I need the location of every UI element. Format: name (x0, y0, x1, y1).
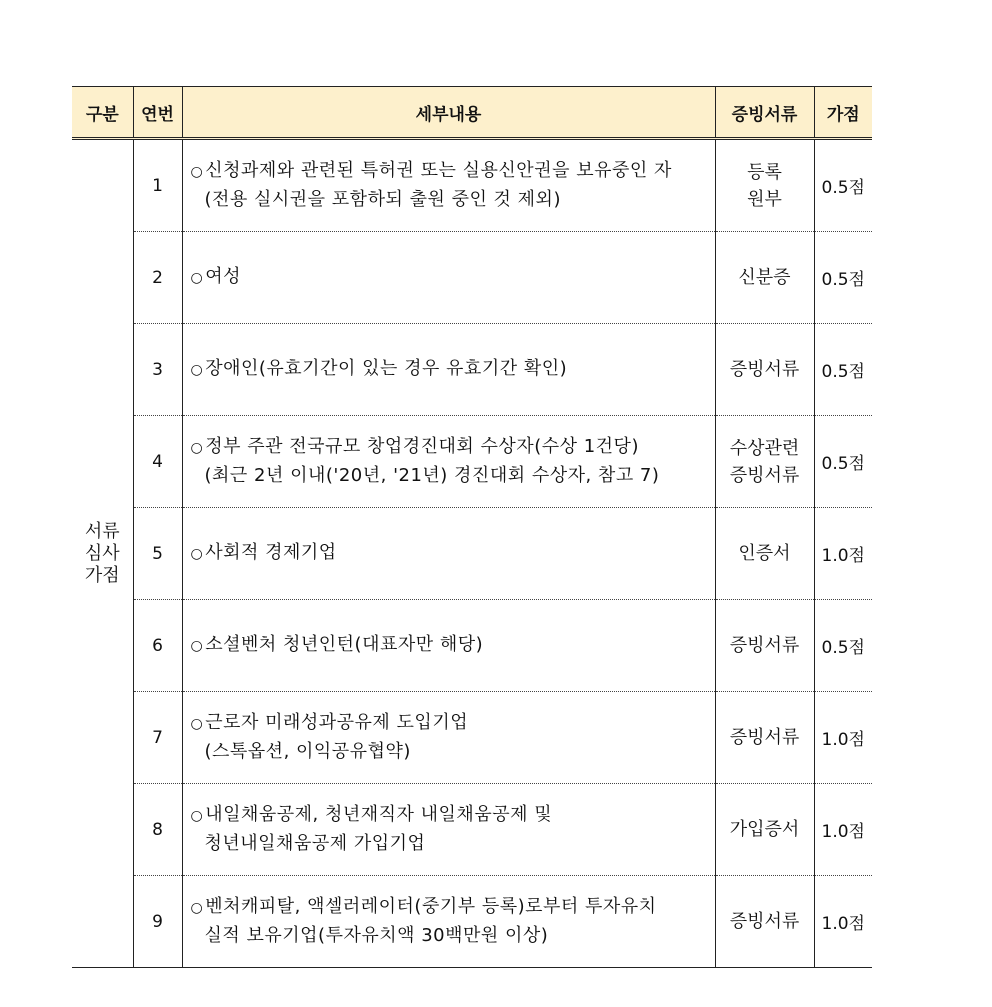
document-label-continued: 원부 (747, 188, 782, 210)
document-label: 증빙서류 (729, 359, 800, 380)
header-category: 구분 (72, 87, 133, 139)
detail-line (191, 631, 715, 660)
header-details: 세부내용 (182, 87, 715, 139)
category-label-line: 서류 (84, 520, 120, 542)
row-number: 5 (133, 508, 182, 600)
detail-cell (182, 784, 715, 876)
circle-bullet-icon: ○ (190, 808, 204, 824)
row-number: 9 (133, 876, 182, 968)
detail-line-continued: 실적 보유기업(투자유치액 30백만원 이상) (204, 925, 549, 946)
document-label: 수상관련 (729, 437, 800, 459)
document-cell (715, 508, 814, 600)
detail-text: 장애인(유효기간이 있는 경우 유효기간 확인) (205, 358, 568, 379)
points-cell: 1.0점 (814, 692, 872, 784)
detail-line-continued: (스톡옵션, 이익공유협약) (204, 741, 411, 762)
detail-line (191, 539, 715, 568)
circle-bullet-icon: ○ (190, 362, 204, 378)
document-cell (715, 232, 814, 324)
row-number: 3 (133, 324, 182, 416)
document-cell (715, 600, 814, 692)
category-cell (72, 139, 133, 968)
detail-line (191, 709, 715, 738)
row-number: 6 (133, 600, 182, 692)
bonus-points-table (72, 86, 872, 968)
document-cell (715, 784, 814, 876)
document-label-continued: 증빙서류 (729, 464, 800, 486)
detail-cell (182, 416, 715, 508)
document-cell (715, 324, 814, 416)
detail-line (191, 157, 715, 186)
table-row (72, 324, 872, 416)
row-number: 8 (133, 784, 182, 876)
header-number: 연번 (133, 87, 182, 139)
detail-cell (182, 692, 715, 784)
header-points: 가점 (814, 87, 872, 139)
detail-text: 내일채움공제, 청년재직자 내일채움공제 및 (205, 804, 553, 825)
table-row (72, 600, 872, 692)
circle-bullet-icon: ○ (190, 900, 204, 916)
detail-line-continued: (전용 실시권을 포함하되 출원 중인 것 제외) (204, 189, 561, 210)
document-cell (715, 416, 814, 508)
document-cell (715, 139, 814, 232)
header-documents: 증빙서류 (715, 87, 814, 139)
detail-cell (182, 508, 715, 600)
document-label: 가입증서 (729, 819, 800, 840)
document-label: 신분증 (738, 267, 791, 288)
detail-line-continued: (최근 2년 이내('20년, '21년) 경진대회 수상자, 참고 7) (204, 465, 660, 486)
document-label: 등록 (747, 161, 782, 183)
detail-text: 사회적 경제기업 (205, 542, 337, 563)
table-row (72, 416, 872, 508)
detail-line (191, 893, 715, 922)
document-cell (715, 692, 814, 784)
detail-text: 신청과제와 관련된 특허권 또는 실용신안권을 보유중인 자 (205, 160, 672, 181)
circle-bullet-icon: ○ (190, 164, 204, 180)
detail-cell (182, 232, 715, 324)
detail-text: 소셜벤처 청년인턴(대표자만 해당) (205, 634, 484, 655)
row-number: 4 (133, 416, 182, 508)
table-row (72, 232, 872, 324)
document-label: 증빙서류 (729, 727, 800, 748)
detail-line-continued: 청년내일채움공제 가입기업 (204, 833, 426, 854)
detail-cell (182, 324, 715, 416)
detail-line (191, 355, 715, 384)
detail-line (191, 801, 715, 830)
detail-text: 여성 (205, 266, 241, 287)
points-cell: 0.5점 (814, 232, 872, 324)
category-label-line: 심사 (84, 542, 120, 564)
detail-line (191, 433, 715, 462)
detail-cell (182, 139, 715, 232)
table-row (72, 508, 872, 600)
points-cell: 0.5점 (814, 139, 872, 232)
category-label-line: 가점 (84, 564, 120, 586)
document-label: 증빙서류 (729, 911, 800, 932)
table-row (72, 784, 872, 876)
points-cell: 0.5점 (814, 416, 872, 508)
points-cell: 1.0점 (814, 508, 872, 600)
detail-text: 근로자 미래성과공유제 도입기업 (205, 712, 469, 733)
table-header-row (72, 87, 872, 139)
table-row (72, 876, 872, 968)
points-cell: 0.5점 (814, 324, 872, 416)
detail-text: 정부 주관 전국규모 창업경진대회 수상자(수상 1건당) (205, 436, 639, 457)
circle-bullet-icon: ○ (190, 270, 204, 286)
points-cell: 0.5점 (814, 600, 872, 692)
circle-bullet-icon: ○ (190, 546, 204, 562)
circle-bullet-icon: ○ (190, 638, 204, 654)
document-label: 인증서 (738, 543, 791, 564)
circle-bullet-icon: ○ (190, 716, 204, 732)
row-number: 1 (133, 139, 182, 232)
document-cell (715, 876, 814, 968)
detail-cell (182, 600, 715, 692)
row-number: 7 (133, 692, 182, 784)
detail-line (191, 263, 715, 292)
detail-text: 벤처캐피탈, 액셀러레이터(중기부 등록)로부터 투자유치 (205, 896, 657, 917)
detail-cell (182, 876, 715, 968)
document-label: 증빙서류 (729, 635, 800, 656)
row-number: 2 (133, 232, 182, 324)
table-row (72, 139, 872, 232)
points-cell: 1.0점 (814, 876, 872, 968)
table-row (72, 692, 872, 784)
points-cell: 1.0점 (814, 784, 872, 876)
circle-bullet-icon: ○ (190, 440, 204, 456)
